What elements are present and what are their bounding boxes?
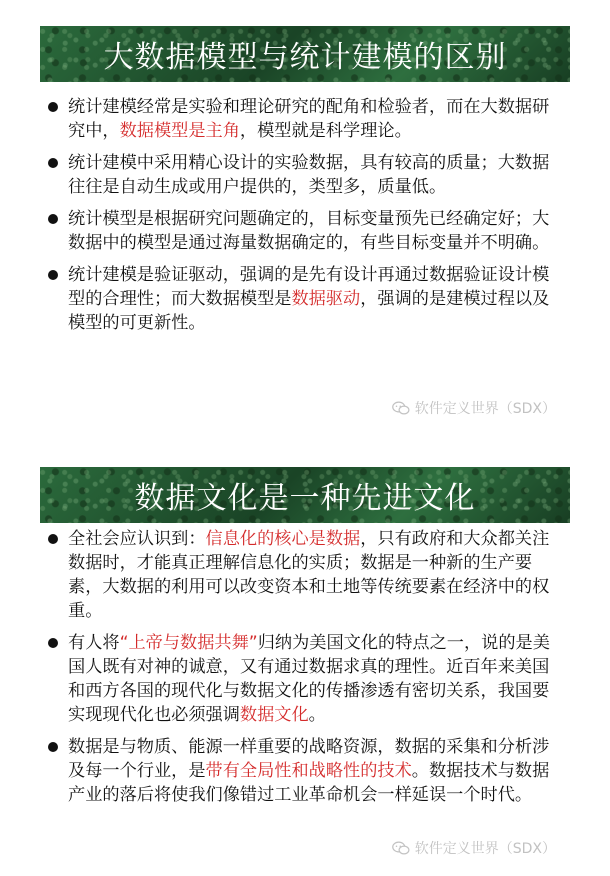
- highlight-text: 带有全局性和战略性的技术: [205, 761, 412, 781]
- bullet-item: [46, 735, 566, 807]
- bullet-text: 归纳为美国文化的特点之一，说的是美国人既有对神的诚意，又有通过数据求真的理性。近百年来美国和西方各国的现代化与数据文化的传播渗透有密切关系，我国要实现现代化也必须强调: [68, 633, 550, 725]
- bullet-dot-icon: [48, 638, 58, 648]
- bullet-text: 统计模型是根据研究问题确定的，目标变量预先已经确定好；大数据中的模型是通过海量数据确定的，有些目标变量并不明确。: [68, 209, 550, 253]
- bullet-text: ，只有政府和大众都关注数据时，才能真正理解信息化的实质；数据是一种新的生产要素，大数据的利用可以改变资本和土地等传统要素在经济中的权重。: [68, 529, 550, 621]
- highlight-text: 数据文化: [239, 705, 309, 725]
- wechat-icon: [392, 841, 410, 856]
- bullet-item: [46, 263, 566, 335]
- bullet-dot-icon: [48, 534, 58, 544]
- section1-banner: [40, 26, 570, 82]
- bullet-dot-icon: [48, 270, 58, 280]
- bullet-text: 统计建模中采用精心设计的实验数据，具有较高的质量；大数据往往是自动生成或用户提供的，类型多，质量低。: [68, 153, 550, 197]
- bullet-text: 全社会应认识到：: [68, 529, 206, 549]
- bullet-text: ，模型就是科学理论。: [239, 121, 412, 141]
- bullet-item: [46, 631, 566, 727]
- bullet-text: 统计建模经常是实验和理论研究的配角和检验者，而在大数据研究中，: [68, 97, 550, 141]
- watermark-text: 软件定义世界（SDX）: [414, 841, 556, 857]
- bullet-text: 有人将: [68, 633, 120, 653]
- watermark: [392, 398, 556, 418]
- bullet-text: 。: [308, 705, 326, 725]
- section1-title: 大数据模型与统计建模的区别: [103, 40, 507, 75]
- highlight-text: 数据模型是主角: [119, 121, 240, 141]
- watermark: [392, 838, 556, 858]
- section2-banner: [40, 467, 570, 523]
- bullet-dot-icon: [48, 158, 58, 168]
- bullet-text: ，强调的是建模过程以及模型的可更新性。: [68, 289, 550, 333]
- bullet-item: [46, 207, 566, 255]
- bullet-dot-icon: [48, 214, 58, 224]
- section2-bullet-list: [46, 527, 566, 815]
- bullet-item: [46, 95, 566, 143]
- bullet-text: 统计建模是验证驱动，强调的是先有设计再通过数据验证设计模型的合理性；而大数据模型是: [68, 265, 550, 309]
- bullet-item: [46, 527, 566, 623]
- bullet-dot-icon: [48, 102, 58, 112]
- watermark-text: 软件定义世界（SDX）: [414, 401, 556, 417]
- bullet-item: [46, 151, 566, 199]
- bullet-text: 。数据技术与数据产业的落后将使我们像错过工业革命机会一样延误一个时代。: [68, 761, 550, 805]
- bullet-dot-icon: [48, 742, 58, 752]
- wechat-icon: [392, 401, 410, 416]
- section1-bullet-list: [46, 95, 566, 343]
- bullet-text: 数据是与物质、能源一样重要的战略资源，数据的采集和分析涉及每一个行业，是: [68, 737, 550, 781]
- highlight-text: “上帝与数据共舞”: [119, 633, 258, 653]
- highlight-text: 数据驱动: [291, 289, 361, 309]
- highlight-text: 信息化的核心是数据: [205, 529, 361, 549]
- section2-title: 数据文化是一种先进文化: [134, 481, 476, 516]
